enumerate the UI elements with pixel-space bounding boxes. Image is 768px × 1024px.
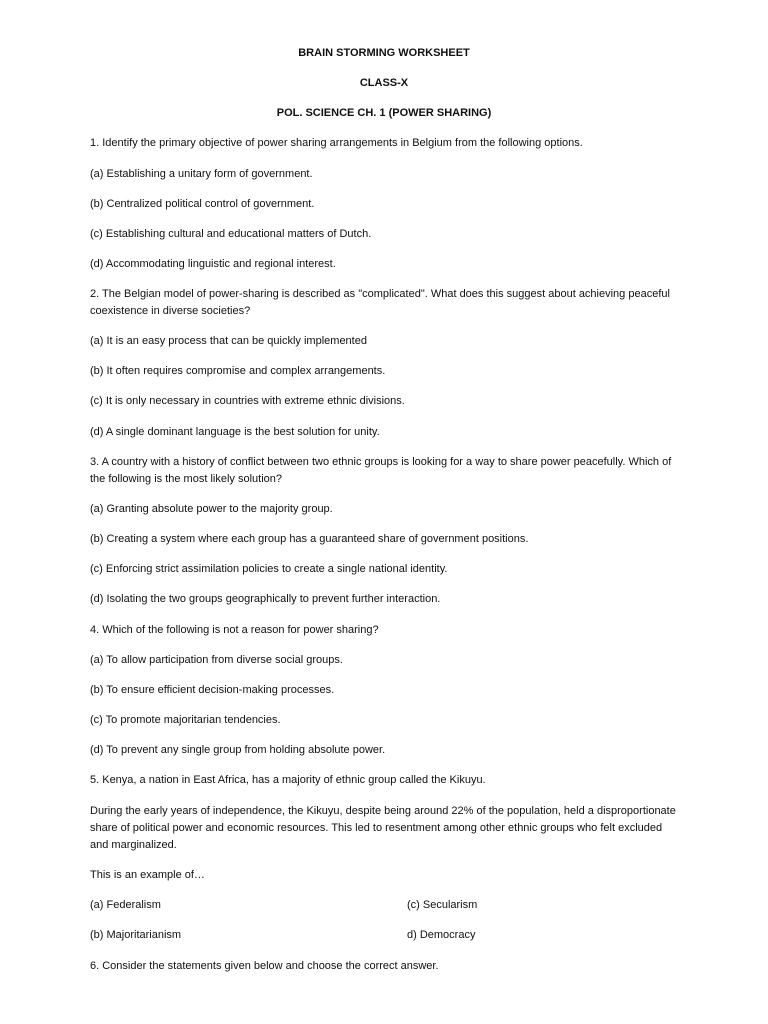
q3-option-d: (d) Isolating the two groups geographically to prevent further interaction. xyxy=(90,593,441,605)
question-1: 1. Identify the primary objective of power sharing arrangements in Belgium from the following options. xyxy=(90,137,583,149)
q5-option-d: d) Democracy xyxy=(407,929,476,941)
q4-option-b: (b) To ensure efficient decision-making processes. xyxy=(90,684,335,696)
q4-option-d: (d) To prevent any single group from holding absolute power. xyxy=(90,744,386,756)
worksheet-title: BRAIN STORMING WORKSHEET xyxy=(298,47,470,59)
q1-option-b: (b) Centralized political control of government. xyxy=(90,198,315,210)
q1-option-d: (d) Accommodating linguistic and regional interest. xyxy=(90,258,336,270)
q4-option-c: (c) To promote majoritarian tendencies. xyxy=(90,714,281,726)
q5-option-b: (b) Majoritarianism xyxy=(90,929,182,941)
q3-option-a: (a) Granting absolute power to the majority group. xyxy=(90,503,333,515)
question-2: 2. The Belgian model of power-sharing is described as "complicated". What does this suggest about achieving peaceful coexistence in diverse societies? xyxy=(90,288,670,317)
q3-option-b: (b) Creating a system where each group has a guaranteed share of government positions. xyxy=(90,533,529,545)
q5-option-c: (c) Secularism xyxy=(407,899,478,911)
q2-option-b: (b) It often requires compromise and complex arrangements. xyxy=(90,365,386,377)
q1-option-c: (c) Establishing cultural and educational matters of Dutch. xyxy=(90,228,372,240)
class-heading: CLASS-X xyxy=(359,77,409,89)
q2-option-a: (a) It is an easy process that can be quickly implemented xyxy=(90,335,367,347)
q4-option-a: (a) To allow participation from diverse social groups. xyxy=(90,654,343,666)
question-6: 6. Consider the statements given below and choose the correct answer. xyxy=(90,960,439,972)
q1-option-a: (a) Establishing a unitary form of government. xyxy=(90,168,313,180)
subject-heading: POL. SCIENCE CH. 1 (POWER SHARING) xyxy=(276,107,492,119)
question-5: 5. Kenya, a nation in East Africa, has a majority of ethnic group called the Kikuyu. xyxy=(90,774,486,786)
question-4: 4. Which of the following is not a reason for power sharing? xyxy=(90,624,379,636)
q5-prompt: This is an example of… xyxy=(90,869,205,881)
q2-option-c: (c) It is only necessary in countries with extreme ethnic divisions. xyxy=(90,395,405,407)
question-3: 3. A country with a history of conflict between two ethnic groups is looking for a way to share power peacefully. Which of the following is the most likely solution? xyxy=(90,456,672,485)
q2-option-d: (d) A single dominant language is the best solution for unity. xyxy=(90,426,380,438)
q3-option-c: (c) Enforcing strict assimilation policies to create a single national identity. xyxy=(90,563,448,575)
q5-option-a: (a) Federalism xyxy=(90,899,161,911)
q5-passage: During the early years of independence, the Kikuyu, despite being around 22% of the population, held a disproportionate share of political power and economic resources. This led to resentment among other ethnic groups who felt excluded and marginalized. xyxy=(90,805,676,851)
